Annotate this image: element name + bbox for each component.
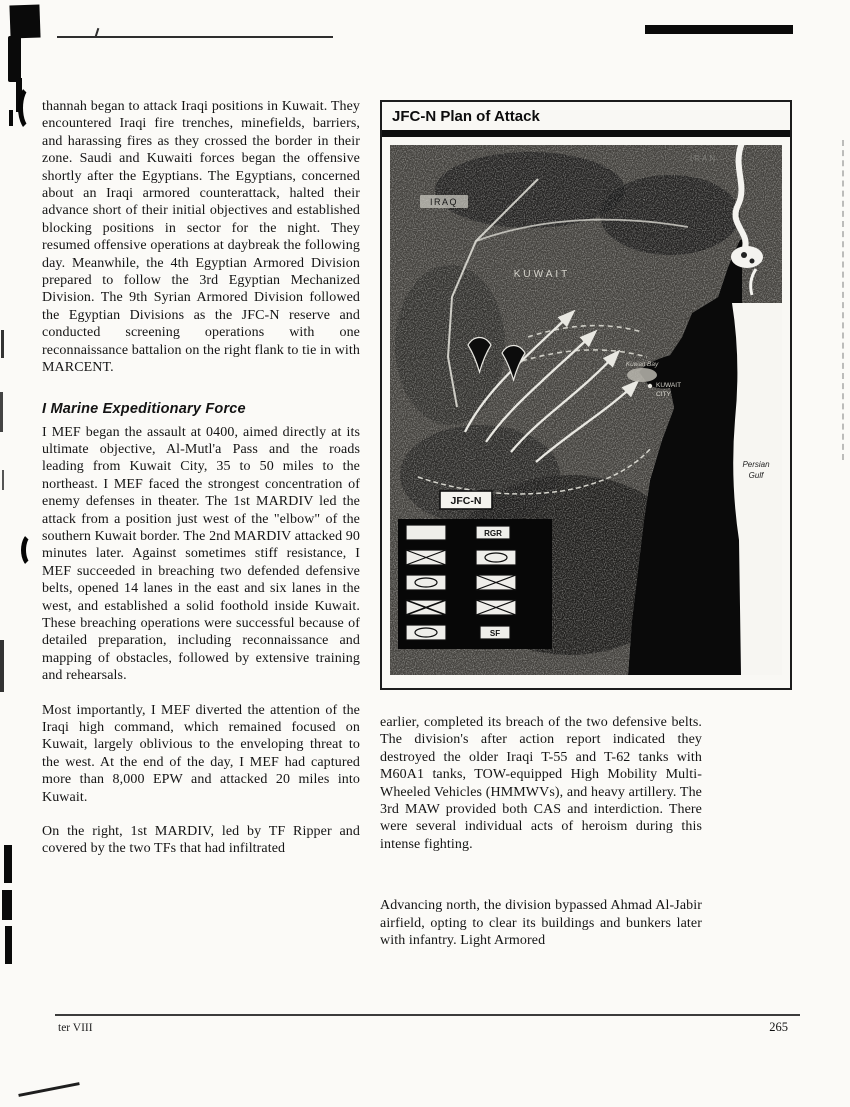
scan-artifact: [21, 532, 43, 568]
legend-symbol-armor-icon: [476, 550, 516, 565]
kuwait-label: KUWAIT: [513, 269, 571, 280]
persian-gulf-label-line2: Gulf: [748, 471, 764, 480]
legend-symbol-ranger-icon: [476, 526, 510, 539]
map-legend: [398, 519, 552, 649]
attack-plan-map: [390, 145, 782, 675]
page-number: 265: [769, 1020, 788, 1034]
sf-label: SF: [489, 629, 501, 638]
scan-artifact: [1, 330, 4, 358]
legend-symbol-unit-plain-icon: [406, 525, 446, 540]
rgr-label: RGR: [484, 529, 502, 538]
kuwait-city-label-line1: KUWAIT: [656, 382, 682, 389]
figure-jfcn-plan-of-attack: [380, 100, 792, 690]
kuwait-city-marker: [648, 384, 652, 388]
scan-artifact: [8, 36, 21, 82]
persian-gulf-label-line1: Persian: [742, 460, 770, 469]
left-text-column: [42, 98, 360, 858]
right-text-column: [380, 714, 702, 949]
footer-rule: [55, 1014, 800, 1016]
paragraph-imef-diversion: Most importantly, I MEF diverted the attention of the Iraqi high command, which remained focused on Kuwait, largely oblivious to the enveloping threat to the west. At the end of the day, I MEF had captured more than 8,000 EPW and attacked 20 miles into Kuwait.: [42, 702, 360, 805]
scan-artifact: [57, 36, 333, 38]
paragraph-imef-assault: I MEF began the assault at 0400, aimed directly at its ultimate objective, Al-Mutl'a Pass and the roads leading from Kuwait City, 35 to 50 miles to the northeast. I MEF faced the strongest concentration of enemy defenses in theater. The 1st MARDIV led the attack from a position just west of the "elbow" of the southern Kuwait border. The 2nd MARDIV attacked 90 minutes later. Against sometimes stiff resistance, I MEF succeeded in breaching two defended defensive belts, opened 14 lanes in the east and six lanes in the west, and established a solid foothold inside Kuwait. These breaching operations were successful because of detailed preparation, including reconnaissance and mapping of obstacles, followed by extensive training and rehearsals.: [42, 424, 360, 684]
map-container: [382, 137, 790, 688]
jfcn-label-box: [440, 491, 492, 509]
scan-artifact: [645, 25, 793, 34]
scan-artifact: [9, 110, 13, 126]
figure-title-rule: [382, 130, 790, 137]
legend-symbol-infantry-icon: [406, 550, 446, 565]
scan-artifact: [0, 392, 3, 432]
figure-title: JFC-N Plan of Attack: [392, 108, 540, 125]
scan-artifact: [9, 4, 40, 38]
legend-symbol-infantry-icon: [406, 600, 446, 615]
legend-symbol-armor-icon: [406, 575, 446, 590]
legend-symbol-infantry-icon: [476, 600, 516, 615]
scan-artifact: [842, 140, 844, 460]
paragraph-advance-north: Advancing north, the division bypassed Ahmad Al-Jabir airfield, opting to clear its buildings and bunkers later with infantry. Light Armored: [380, 898, 702, 949]
scan-artifact: [2, 890, 12, 920]
scan-artifact: [0, 640, 4, 692]
kuwait-bay-label: Kuwait Bay: [625, 361, 659, 368]
footer-chapter-label: ter VIII: [58, 1022, 93, 1034]
iran-label: IRAN: [690, 154, 718, 163]
paragraph-breach-report: earlier, completed its breach of the two defensive belts. The division's after action report indicated they destroyed the older Iraqi T-55 and T-62 tanks with M60A1 tanks, TOW-equipped High Mobility Multi-Wheeled Vehicles (HMMWVs), and heavy artillery. The 3rd MAW provided both CAS and interdiction. There were several individual acts of heroism during this intense fighting.: [380, 715, 702, 852]
kuwait-city-label-line2: CITY: [656, 391, 671, 398]
scan-artifact: [18, 1082, 79, 1097]
scan-artifact: [2, 470, 4, 490]
legend-symbol-armor-icon: [406, 625, 446, 640]
scan-artifact: [18, 84, 44, 132]
scan-artifact: [5, 926, 12, 964]
section-heading-i-mef: I Marine Expeditionary Force: [42, 400, 246, 417]
paragraph-jfcn-advance: thannah began to attack Iraqi positions in Kuwait. They encountered Iraqi fire trenches, minefields, barriers, and harassing fires as they crossed the border in their zone. Saudi and Kuwaiti forces began the offensive shortly after the Egyptians. The Egyptians, concerned about an Iraqi armored counterattack, halted their advance short of their initial objectives and established blocking positions in sector for the night. They resumed offensive operations at daybreak the following day. Meanwhile, the 4th Egyptian Armored Division prepared to follow the 3rd Egyptian Mechanized Division. The 9th Syrian Armored Division followed the Egyptian Divisions as the JFC-N reserve and conducted screening operations with one reconnaissance battalion on the right flank to tie in with MARCENT.: [42, 99, 360, 376]
legend-symbol-infantry-icon: [476, 575, 516, 590]
kuwait-bay-shape: [627, 368, 657, 382]
iraq-label: IRAQ: [429, 197, 459, 207]
jfcn-label: JFC-N: [450, 495, 482, 507]
paragraph-mardiv-right: On the right, 1st MARDIV, led by TF Ripper and covered by the two TFs that had infiltrated: [42, 824, 360, 857]
scan-artifact: [4, 845, 12, 883]
legend-symbol-special-forces-icon: [480, 626, 510, 639]
